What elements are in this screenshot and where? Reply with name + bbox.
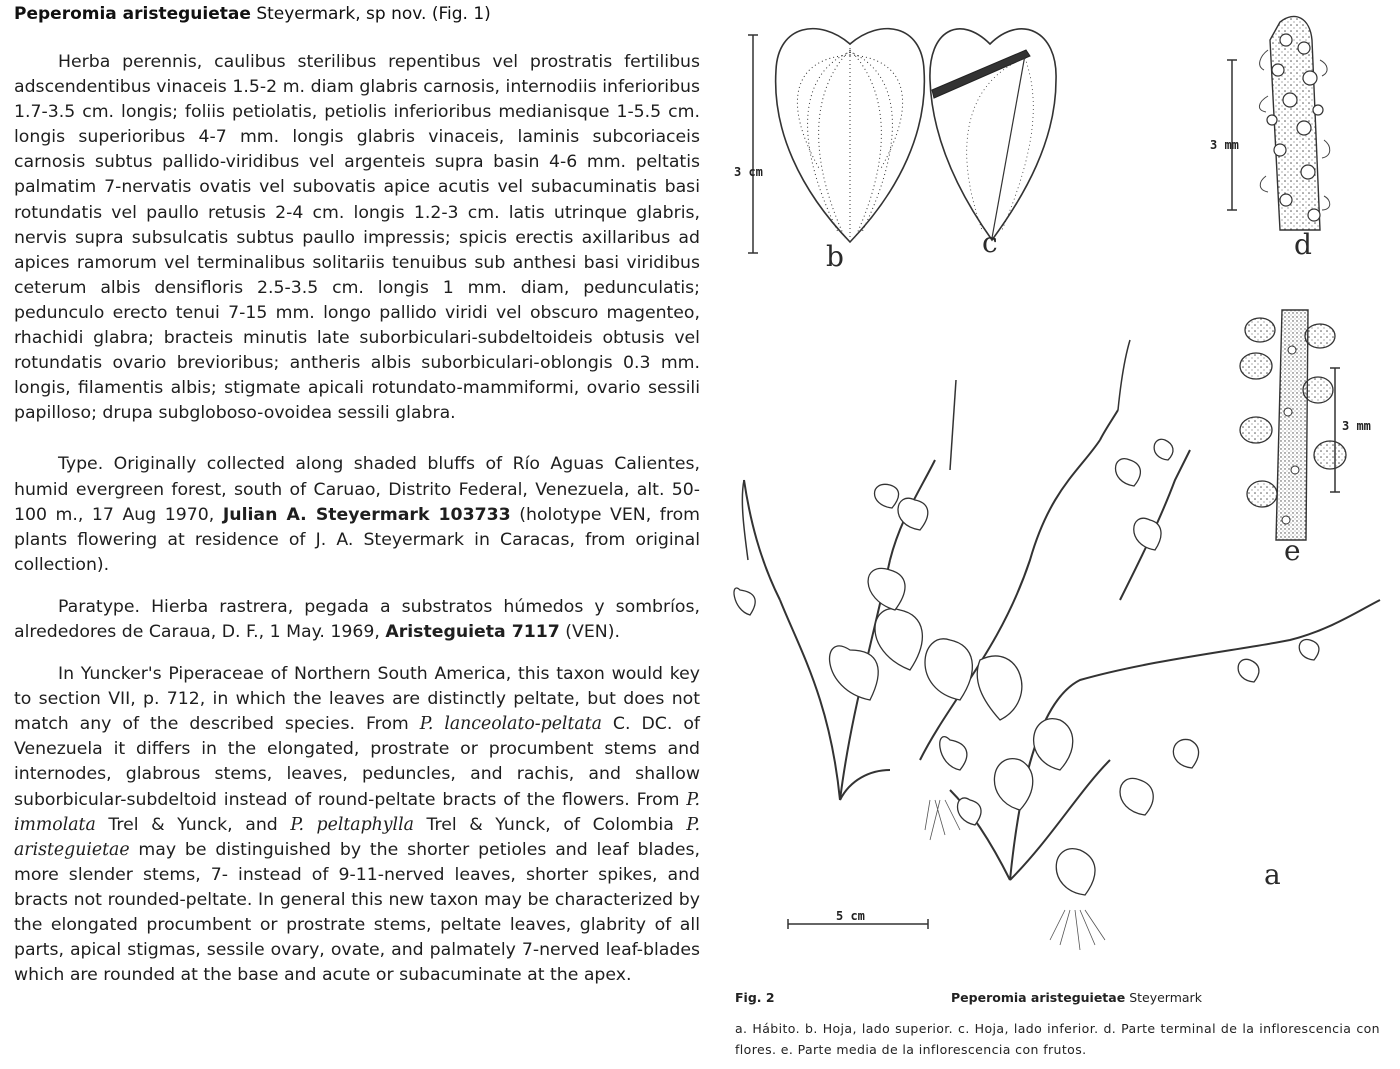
paratype-paragraph	[14, 595, 700, 645]
panel-label-c: c	[982, 226, 998, 259]
species-ref: P. lanceolato-peltata	[419, 714, 602, 735]
panel-label-b: b	[826, 240, 844, 273]
discussion-paragraph	[14, 662, 700, 988]
figure-plate	[720, 0, 1400, 1069]
scale-label-b-c: 3 cm	[734, 165, 763, 179]
discussion-text: In Yuncker's Piperaceae of Northern South America, this taxon would key to section VII, p. 712, in which the leaves are distinctly peltate, but does not match any of the described species. From	[14, 664, 700, 735]
paratype-text-end: (VEN).	[559, 621, 620, 642]
paratype-text: Paratype. Hierba rastrera, pegada a substratos húmedos y sombríos, alrededores de Caraua, D. F., 1 May. 1969,	[14, 596, 700, 642]
discussion-text: C. DC. of Venezuela it differs in the elongated, prostrate or procumbent stems and internodes, glabrous stems, leaves, peduncles, and rachis, and shallow suborbicular-subdeltoid instead of round-peltate bracts of the flowers. From	[14, 714, 700, 810]
paratype-collector: Aristeguieta 7117	[385, 621, 560, 642]
panel-label-a: a	[1264, 858, 1281, 891]
type-text-end: (holotype VEN, from plants flowering at residence of J. A. Steyermark in Caracas, from original collection).	[14, 504, 701, 575]
type-text: Type. Originally collected along shaded bluffs of Río Aguas Calientes, humid evergreen forest, south of Caruao, Distrito Federal, Venezuela, alt. 50-100 m., 17 Aug 1970,	[14, 454, 700, 525]
spike-d	[1259, 16, 1329, 230]
panel-label-e: e	[1284, 534, 1301, 567]
scale-label-d: 3 mm	[1210, 138, 1239, 152]
leaf-c	[930, 29, 1056, 240]
panel-label-d: d	[1294, 228, 1312, 261]
caption-species	[951, 990, 1202, 1005]
species-ref: P. immolata	[14, 789, 700, 835]
figure-caption: a. Hábito. b. Hoja, lado superior. c. Hoja, lado inferior. d. Parte terminal de la inflorescencia con flores. e. Parte media de la inflorescencia con frutos.	[735, 1021, 1380, 1057]
latin-description: Herba perennis, caulibus sterilibus repentibus vel prostratis fertilibus adscendentibus vinaceis 1.5-2 m. diam glabris carnosis, internodiis inferioribus 1.7-3.5 cm. longis; foliis petiolatis, petiolis inferioribus medianisque 1-5.5 cm. longis superioribus 4-7 mm. longis glabris vinaceis, laminis subcoriaceis carnosis subtus pallido-viridibus vel argenteis supra basin 4-6 mm. peltatis palmatim 7-nervatis ovatis vel subovatis apice acutis vel subacuminatis basi rotundatis vel paullo retusis 2-4 cm. longis 1.2-3 cm. latis utrinque glabris, nervis supra subsulcatis subtus paullo impressis; spicis erectis axillaribus ad apices ramorum vel terminalibus solitariis tenuibus sub anthesi basi viridibus ceterum albis densifloris 2.5-3.5 cm. longis 1 mm. diam, pedunculatis; pedunculo erecto tenui 7-15 mm. longo pallido viridi vel obscuro magenteo, rhachidi glabra; bracteis minutis late suborbiculari-subdeltoideis obtusis vel rotundatis ovario brevioribus; antheris albis suborbiculari-oblongis 0.3 mm. longis, filamentis albis; stigmate apicali rotundato-mammiformi, ovario sessili papilloso; drupa subgloboso-ovoidea sessili glabra.	[14, 52, 700, 424]
caption-author: Steyermark	[1129, 990, 1202, 1005]
species-heading	[14, 2, 700, 26]
type-collector: Julian A. Steyermark 103733	[222, 504, 511, 525]
discussion-text: Trel & Yunck, of Colombia	[413, 814, 687, 835]
scale-bar-b-c	[748, 35, 758, 253]
species-ref: P. peltaphylla	[290, 814, 414, 835]
spike-e	[1240, 310, 1346, 540]
heading-rest: Steyermark, sp nov. (Fig. 1)	[256, 4, 491, 24]
species-name: Peperomia aristeguietae	[14, 4, 251, 24]
scale-label-a: 5 cm	[836, 909, 865, 923]
figure-label: Fig. 2	[735, 990, 775, 1005]
scale-bar-d	[1227, 60, 1237, 210]
scale-label-e: 3 mm	[1342, 419, 1371, 433]
discussion-text: Trel & Yunck, and	[95, 814, 291, 835]
type-paragraph	[14, 452, 700, 577]
leaf-b	[776, 29, 925, 242]
discussion-text: may be distinguished by the shorter petioles and leaf blades, more slender stems, 7- instead of 9-11-nerved leaves, shorter spikes, and bracts not rounded-peltate. In general this new taxon may be characterized by the elongated procumbent or prostrate stems, peltate leaves, glabrity of all parts, apical stigmas, sessile ovary, ovate, and palmately 7-nerved leaf-blades which are rounded at the base and acute or subacuminate at the apex.	[14, 839, 700, 986]
text-column	[14, 0, 700, 988]
caption-species-name: Peperomia aristeguietae	[951, 990, 1126, 1005]
species-ref: P. aristeguietae	[14, 814, 700, 860]
